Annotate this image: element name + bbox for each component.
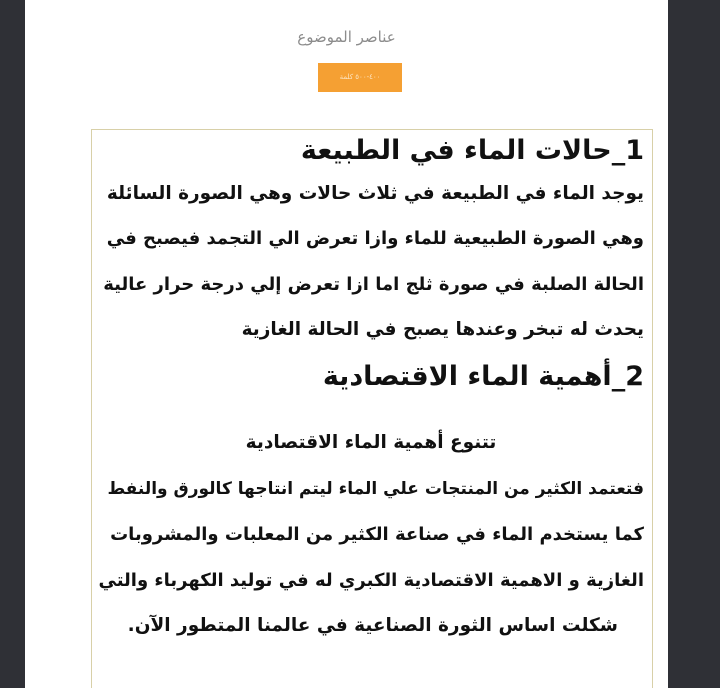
content-box bbox=[91, 129, 653, 688]
section-heading-economic-importance: 2_أهمية الماء الاقتصادية bbox=[322, 361, 644, 392]
paragraph-line: فتعتمد الكثير من المنتجات علي الماء ليتم انتاجها كالورق والنفط bbox=[107, 479, 644, 499]
section-heading-water-states: 1_حالات الماء في الطبيعة bbox=[300, 135, 644, 166]
paragraph-line: وهي الصورة الطبيعية للماء وازا تعرض الي التجمد فيصبح في bbox=[106, 228, 644, 249]
paragraph-line: كما يستخدم الماء في صناعة الكثير من المعلبات والمشروبات bbox=[110, 524, 644, 545]
paragraph-line: الغازية و الاهمية الاقتصادية الكبري له في توليد الكهرباء والتي bbox=[98, 570, 644, 591]
section-subheading: تتنوع أهمية الماء الاقتصادية bbox=[245, 432, 497, 453]
paragraph-line: يوجد الماء في الطبيعة في ثلاث حالات وهي الصورة السائلة bbox=[106, 183, 644, 204]
word-count-badge: ٤٠٠-٥٠٠ كلمة bbox=[318, 63, 402, 92]
paragraph-line: شكلت اساس الثورة الصناعية في عالمنا المتطور الآن. bbox=[127, 615, 618, 636]
document-page bbox=[25, 0, 668, 688]
paragraph-line: الحالة الصلبة في صورة ثلج اما ازا تعرض إلي درجة حرار عالية bbox=[103, 274, 644, 295]
page-heading: عناصر الموضوع bbox=[297, 28, 396, 46]
paragraph-line: يحدث له تبخر وعندها يصبح في الحالة الغازية bbox=[241, 319, 644, 340]
